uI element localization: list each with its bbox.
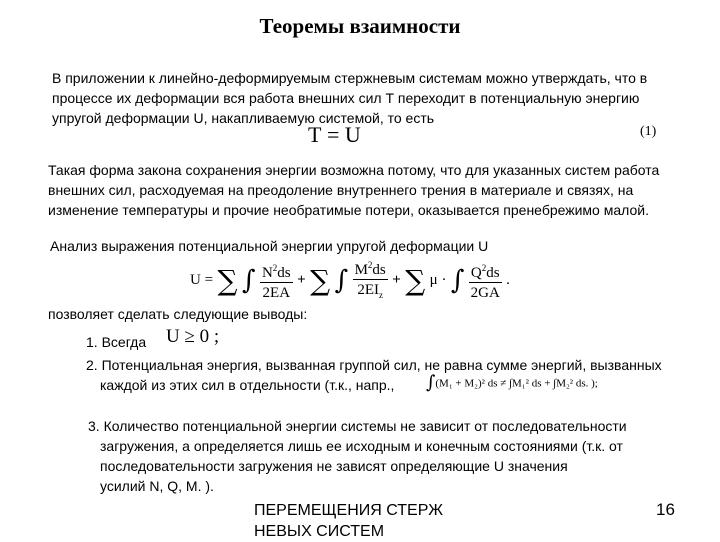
fraction-n-denominator: 2EA: [262, 284, 291, 301]
intro-line-1: В приложении к линейно-деформируемым стержневым системам можно утверждать, что в: [52, 70, 648, 86]
fraction-m-denominator: 2EI: [357, 282, 379, 298]
item-2-math-text: (M₁ + M₂)² ds ≠ ∫M₁² ds + ∫M₂² ds. );: [435, 377, 598, 390]
item-2-math: [426, 372, 598, 393]
intro-paragraph: [52, 68, 647, 128]
fraction-q-power: 2: [481, 262, 487, 273]
item-2-line-2: каждой из этих сил в отдельности (т.к., напр.,: [100, 377, 395, 393]
intro-line-3: упругой деформации U, накапливаемую системой, то есть: [52, 110, 435, 126]
fraction-q-denominator: 2GA: [470, 284, 500, 301]
fraction-q-ds: ds: [486, 264, 500, 281]
item-3-line-3: последовательности загружения не зависят определяющие U значения: [100, 458, 568, 474]
fraction-q-numerator: Q: [470, 264, 482, 281]
energy-line-3: изменение температуры и прочие необратимые потери, оказывается пренебрежимо малой.: [48, 202, 649, 218]
plus-sign-1: +: [297, 272, 306, 288]
item-1-math: U ≥ 0 ;: [166, 326, 220, 347]
item-3-line-4: усилий N, Q, M. ).: [100, 478, 214, 494]
fraction-m-subscript: z: [378, 290, 383, 300]
energy-paragraph: [48, 160, 659, 220]
fraction-n-power: 2: [272, 262, 278, 273]
formula-lhs: U =: [190, 272, 214, 288]
page-title: Теоремы взаимности: [259, 14, 461, 38]
sum-symbol-3: ∑: [405, 264, 426, 297]
energy-line-1: Такая форма закона сохранения энергии возможна потому, что для указанных систем работа: [48, 162, 660, 178]
sum-symbol-2: ∑: [310, 264, 331, 297]
mu-coefficient: μ ·: [429, 272, 447, 288]
equation-1: Т = U: [308, 122, 361, 147]
item-2-line-1: 2. Потенциальная энергия, вызванная группой сил, не равна сумме энергий, вызванных: [86, 357, 662, 373]
page-number: 16: [656, 500, 675, 519]
integral-symbol-3: ∫: [450, 265, 465, 296]
fraction-n-numerator: N: [261, 264, 273, 281]
formula-end: .: [506, 272, 510, 288]
conclusions-intro: позволяет сделать следующие выводы:: [48, 306, 308, 322]
section-footer-line-1: ПЕРЕМЕЩЕНИЯ СТЕРЖ: [254, 502, 443, 519]
plus-sign-2: +: [392, 272, 401, 288]
potential-energy-formula: [190, 256, 510, 305]
fraction-q: [469, 259, 502, 303]
item-3-line-2: загружения, а определяется лишь ее исходным и конечным состояниями (т.к. от: [100, 438, 623, 454]
integral-symbol-1: ∫: [241, 265, 256, 296]
section-footer: [254, 500, 443, 542]
equation-1-number: (1): [640, 124, 657, 139]
section-footer-line-2: НЕВЫХ СИСТЕМ: [254, 523, 385, 540]
item-3-line-1: 3. Количество потенциальной энергии системы не зависит от последовательности: [88, 418, 627, 434]
integral-symbol-2: ∫: [334, 265, 349, 296]
integral-inline-icon: ∫: [426, 372, 436, 393]
fraction-m-numerator: M: [354, 262, 368, 278]
fraction-n-ds: ds: [277, 264, 291, 281]
sum-symbol-1: ∑: [217, 264, 238, 297]
fraction-n: [260, 259, 293, 303]
item-1-label: 1. Всегда: [86, 334, 147, 350]
intro-line-2: процессе их деформации вся работа внешних сил Т переходит в потенциальную энергию: [52, 90, 640, 106]
analysis-line: Анализ выражения потенциальной энергии упругой деформации U: [50, 238, 489, 254]
fraction-m: [353, 256, 388, 305]
fraction-m-ds: ds: [372, 262, 386, 278]
fraction-m-power: 2: [367, 260, 373, 270]
energy-line-2: внешних сил, расходуемая на преодоление внутреннего трения в материале и связях, на: [48, 182, 634, 198]
